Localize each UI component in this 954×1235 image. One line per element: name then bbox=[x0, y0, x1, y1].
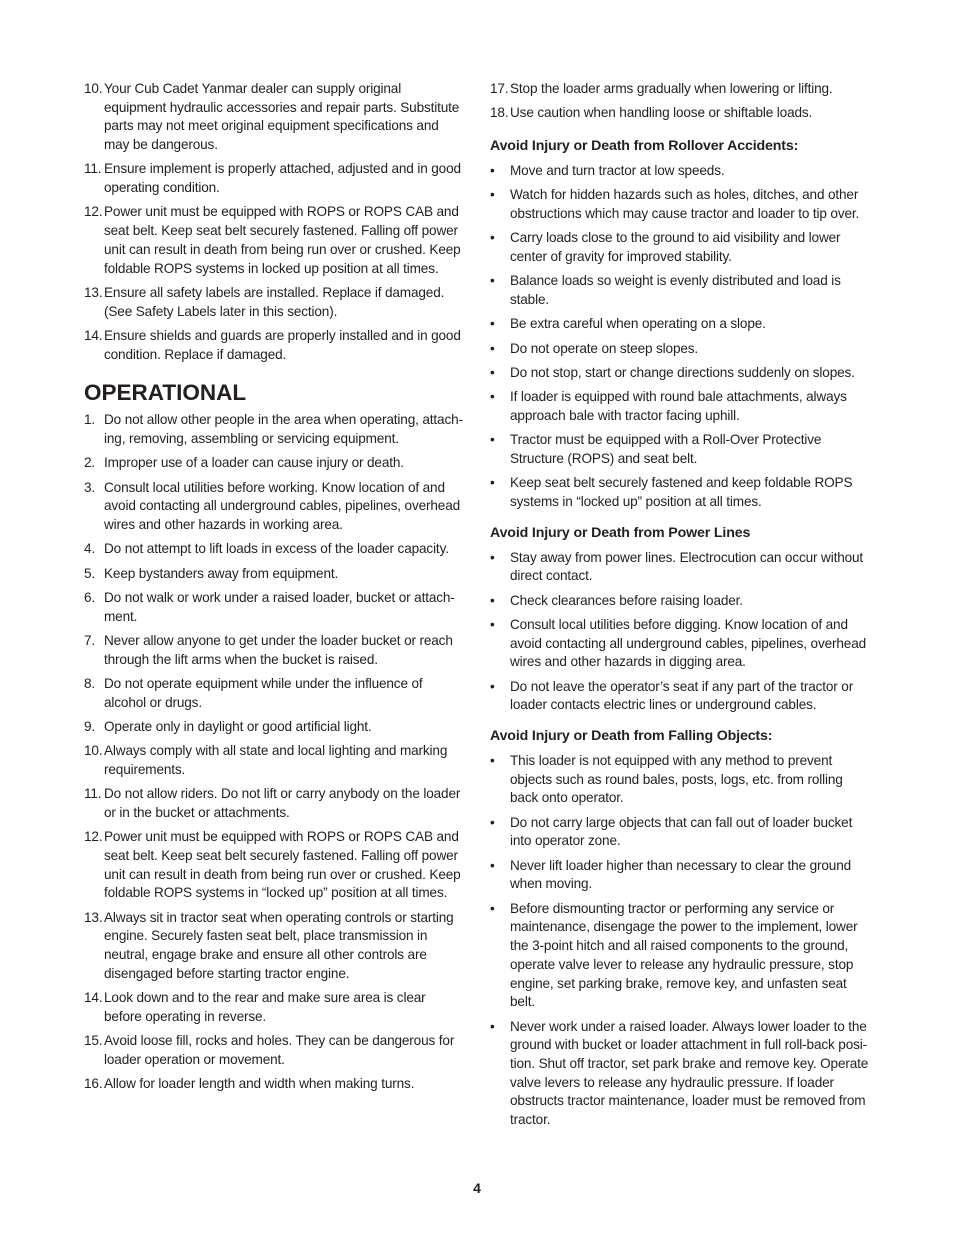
bullet-item: • Watch for hidden hazards such as holes, ditches, and other obstructions which may cause tractor and loader to tip over. bbox=[490, 187, 860, 221]
bullet-item: • Check clearances before raising loader. bbox=[490, 592, 743, 608]
bullet-item: • This loader is not equipped with any method to prevent objects such as round bales, posts, logs, etc. from rolling back onto operator. bbox=[490, 753, 843, 806]
bullet-item: • Before dismounting tractor or performing any service or maintenance, disengage the power to the implement, lower the 3-point hitch and all raised components to the ground, operate valve lever to release any hydraulic pressure, stop engine, set parking brake, remove key, and unfasten seat belt. bbox=[490, 900, 858, 1010]
bullet-item: • Do not stop, start or change directions suddenly on slopes. bbox=[490, 364, 855, 380]
list-item: 14. Ensure shields and guards are properly installed and in good condition. Replace if damaged. bbox=[84, 327, 461, 362]
bullet-item: • Never work under a raised loader. Always lower loader to the ground with bucket or loader attachment in full roll-back posi-tion. Shut off tractor, set park brake and remove key. Operate valve levers to release any hydraulic pressure. If loader obstructs tractor maintenance, loader must be removed from tractor. bbox=[490, 1018, 869, 1128]
power-lines-heading: Avoid Injury or Death from Power Lines bbox=[490, 524, 751, 541]
falling-objects-heading: Avoid Injury or Death from Falling Objects: bbox=[490, 728, 773, 744]
list-item: 15. Avoid loose fill, rocks and holes. They can be dangerous for loader operation or movement. bbox=[84, 1032, 455, 1067]
list-item: 13. Ensure all safety labels are installed. Replace if damaged. (See Safety Labels later in this section). bbox=[84, 284, 445, 319]
bullet-item: • Do not carry large objects that can fall out of loader bucket into operator zone. bbox=[490, 814, 853, 849]
bullet-item: • Keep seat belt securely fastened and keep foldable ROPS systems in “locked up” position at all times. bbox=[490, 475, 853, 509]
list-item: 4. Do not attempt to lift loads in excess of the loader capacity. bbox=[84, 541, 449, 557]
general-safety-list bbox=[84, 80, 466, 364]
bullet-item: • Consult local utilities before digging. Know location of and avoid contacting all underground cables, pipelines, overhead wires and other hazards in digging area. bbox=[490, 616, 867, 670]
operational-list-continued bbox=[490, 80, 872, 123]
list-item: 11. Ensure implement is properly attached, adjusted and in good operating condition. bbox=[84, 161, 461, 196]
list-item: 17. Stop the loader arms gradually when lowering or lifting. bbox=[490, 81, 833, 96]
bullet-item: • Stay away from power lines. Electrocution can occur without direct contact. bbox=[490, 549, 864, 584]
left-column bbox=[84, 80, 466, 1099]
list-item: 11. Do not allow riders. Do not lift or carry anybody on the loader or in the bucket or attachments. bbox=[84, 786, 461, 820]
falling-objects-list bbox=[490, 752, 872, 1130]
right-column bbox=[490, 80, 872, 1135]
bullet-item: • Do not operate on steep slopes. bbox=[490, 340, 699, 356]
list-item: 12. Power unit must be equipped with ROPS or ROPS CAB and seat belt. Keep seat belt securely fastened. Falling off power unit can result in death from being run over or crushed. Keep foldable ROPS systems in locked up position at all times. bbox=[84, 204, 461, 276]
list-item: 6. Do not walk or work under a raised loader, bucket or attach-ment. bbox=[84, 589, 455, 624]
list-item: 10. Always comply with all state and local lighting and marking requirements. bbox=[84, 743, 448, 777]
bullet-item: • Tractor must be equipped with a Roll-Over Protective Structure (ROPS) and seat belt. bbox=[490, 432, 822, 466]
bullet-item: • Be extra careful when operating on a slope. bbox=[490, 316, 766, 332]
rollover-list bbox=[490, 162, 872, 512]
page-number: 4 bbox=[473, 1180, 481, 1196]
bullet-item: • Carry loads close to the ground to aid visibility and lower center of gravity for improved stability. bbox=[490, 230, 841, 264]
operational-list bbox=[84, 411, 466, 1093]
bullet-item: • Move and turn tractor at low speeds. bbox=[490, 163, 725, 178]
operational-title: OPERATIONAL bbox=[84, 380, 247, 406]
bullet-item: • Never lift loader higher than necessary to clear the ground when moving. bbox=[490, 857, 852, 892]
rollover-heading: Avoid Injury or Death from Rollover Accidents: bbox=[490, 138, 799, 154]
list-item: 12. Power unit must be equipped with ROPS or ROPS CAB and seat belt. Keep seat belt securely fastened. Falling off power unit can result in death from being run over or crushed. Keep foldable ROPS systems in “locked up” position at all times. bbox=[84, 829, 461, 901]
list-item: 7. Never allow anyone to get under the loader bucket or reach through the lift arms when the bucket is raised. bbox=[84, 632, 453, 667]
list-item: 9. Operate only in daylight or good artificial light. bbox=[84, 718, 372, 734]
list-item: 10. Your Cub Cadet Yanmar dealer can supply original equipment hydraulic accessories and repair parts. Substitute parts may not meet original equipment specifications and may be dangerous. bbox=[84, 81, 460, 153]
bullet-item: • If loader is equipped with round bale attachments, always approach bale with tractor facing uphill. bbox=[490, 389, 847, 423]
list-item: 1. Do not allow other people in the area when operating, attach-ing, removing, assembling or servicing equipment. bbox=[84, 412, 463, 446]
list-item: 8. Do not operate equipment while under the influence of alcohol or drugs. bbox=[84, 675, 423, 710]
bullet-item: • Do not leave the operator’s seat if any part of the tractor or loader contacts electric lines or underground cables. bbox=[490, 678, 854, 713]
power-lines-list bbox=[490, 549, 872, 715]
list-item: 16. Allow for loader length and width when making turns. bbox=[84, 1075, 415, 1091]
list-item: 18. Use caution when handling loose or shiftable loads. bbox=[490, 105, 813, 121]
list-item: 3. Consult local utilities before working. Know location of and avoid contacting all underground cables, pipelines, overhead wires and other hazards in working area. bbox=[84, 479, 461, 532]
list-item: 2. Improper use of a loader can cause injury or death. bbox=[84, 455, 404, 471]
list-item: 5. Keep bystanders away from equipment. bbox=[84, 565, 339, 581]
list-item: 13. Always sit in tractor seat when operating controls or starting engine. Securely fasten seat belt, place transmission in neutral, engage brake and ensure all other controls are disengaged before starting tractor engine. bbox=[84, 909, 454, 981]
bullet-item: • Balance loads so weight is evenly distributed and load is stable. bbox=[490, 273, 841, 307]
list-item: 14. Look down and to the rear and make sure area is clear before operating in reverse. bbox=[84, 989, 426, 1024]
